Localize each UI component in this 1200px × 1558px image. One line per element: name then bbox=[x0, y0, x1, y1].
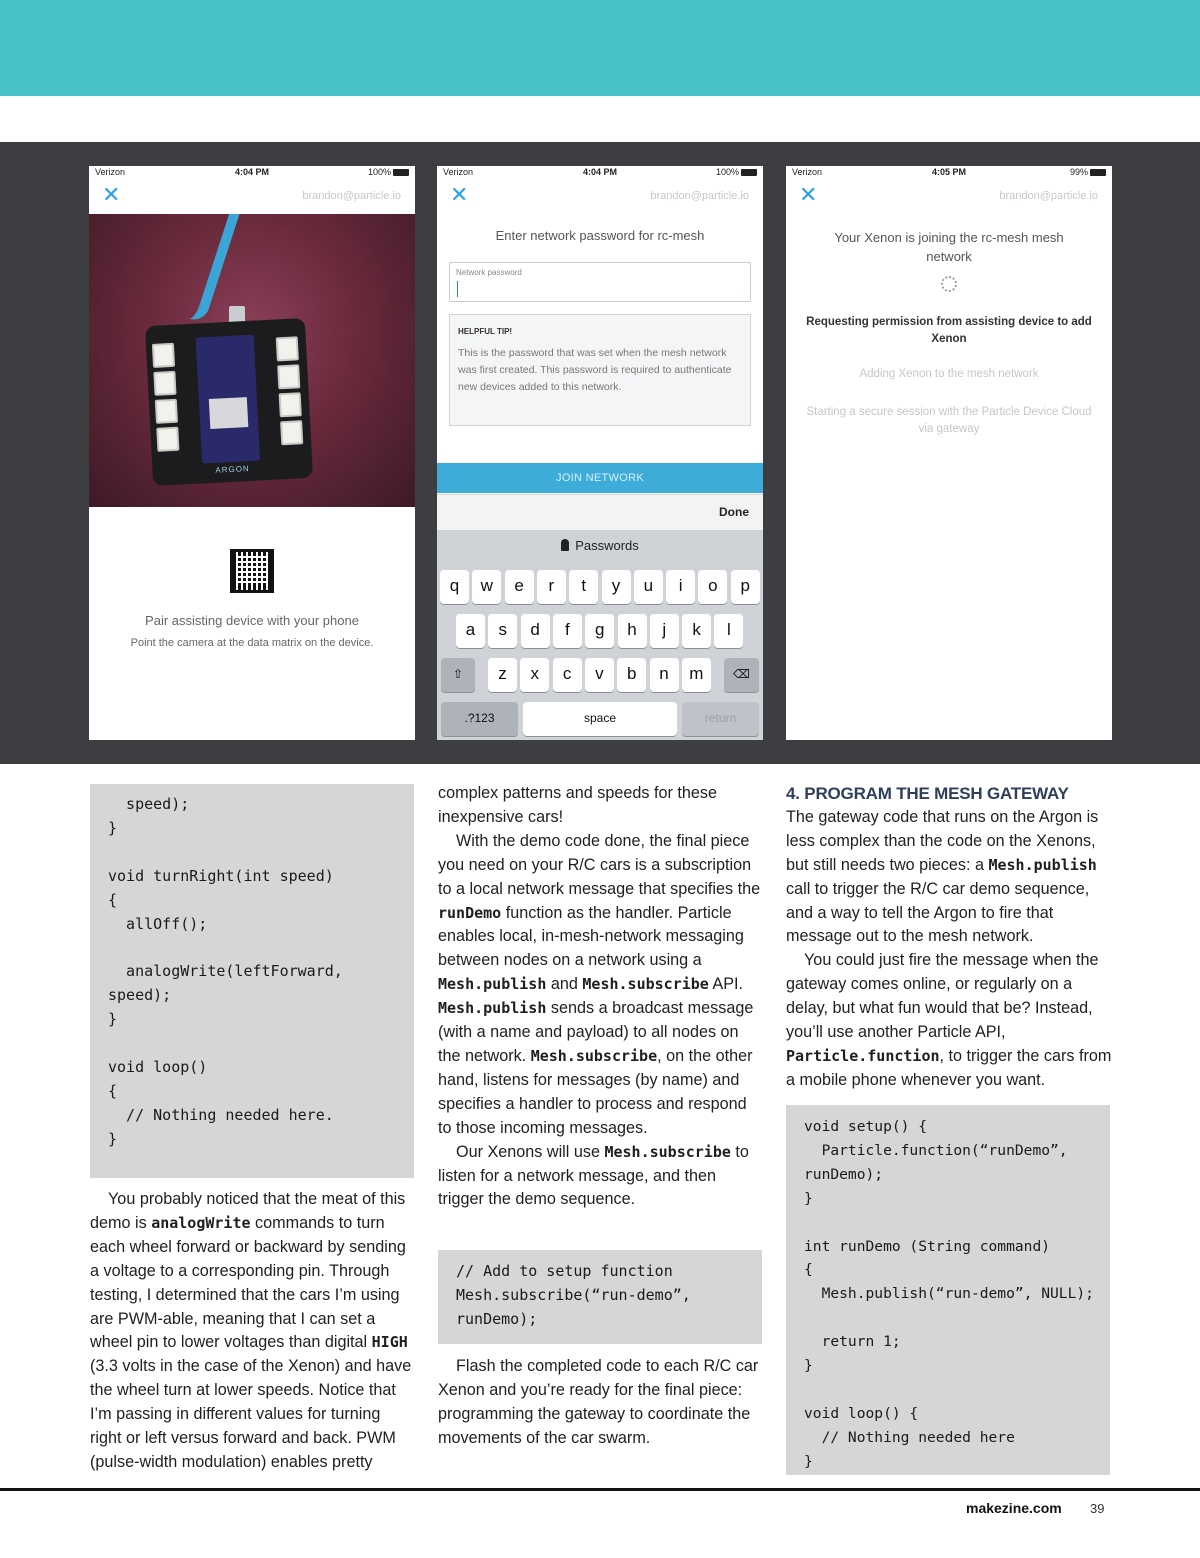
status-bar bbox=[89, 166, 415, 180]
key-s[interactable]: s bbox=[488, 614, 517, 648]
text-run: , on the other hand, listens for messages (by name) and specifies a handler to process and respond to those incoming messages. bbox=[438, 1046, 753, 1137]
text-run: commands to turn each wheel forward or backward by sending a voltage to a corresponding pin. Through testing, I determined that the cars I’m using are PWM-able, meaning that I can set a wheel pin to lower voltages than digital bbox=[90, 1213, 406, 1352]
key-r[interactable]: r bbox=[537, 570, 566, 604]
app-bar bbox=[437, 180, 763, 212]
key-d[interactable]: d bbox=[521, 614, 550, 648]
account-email: brandon@particle.io bbox=[999, 190, 1098, 202]
text-run: API. bbox=[708, 975, 744, 994]
status-time: 4:04 PM bbox=[234, 167, 269, 177]
text-caret bbox=[457, 281, 458, 297]
key-b[interactable]: b bbox=[617, 658, 646, 692]
key-i[interactable]: i bbox=[666, 570, 695, 604]
header-color-band bbox=[0, 0, 1200, 96]
return-key[interactable]: return bbox=[682, 702, 759, 736]
grove-connector bbox=[279, 392, 302, 417]
tip-title: HELPFUL TIP! bbox=[458, 327, 513, 336]
rf-shield bbox=[209, 397, 249, 429]
key-w[interactable]: w bbox=[472, 570, 501, 604]
inline-code: runDemo bbox=[438, 903, 502, 922]
key-p[interactable]: p bbox=[731, 570, 760, 604]
grove-connector bbox=[153, 371, 176, 396]
column-1-text bbox=[90, 1188, 416, 1475]
grove-connector bbox=[152, 343, 175, 368]
key-x[interactable]: x bbox=[520, 658, 549, 692]
key-j[interactable]: j bbox=[650, 614, 679, 648]
close-icon[interactable]: ✕ bbox=[102, 182, 121, 207]
battery-indicator bbox=[1070, 167, 1106, 177]
carrier-label: Verizon bbox=[792, 167, 823, 177]
status-bar bbox=[786, 166, 1112, 180]
column-2-text-end bbox=[438, 1355, 764, 1451]
text-run: With the demo code done, the final piece you need on your R/C cars is a subscription to a local network message that specifies the bbox=[438, 831, 761, 898]
inline-code: Mesh.subscribe bbox=[604, 1142, 731, 1161]
inline-code: analogWrite bbox=[151, 1213, 251, 1232]
status-time: 4:04 PM bbox=[582, 167, 617, 177]
text-run: sends a broadcast message (with a name and payload) to all nodes on the network. bbox=[438, 999, 754, 1065]
key-a[interactable]: a bbox=[456, 614, 485, 648]
text-run: to listen for a network message, and then trigger the demo sequence. bbox=[438, 1142, 749, 1209]
battery-icon bbox=[393, 169, 409, 176]
argon-board-illustration bbox=[145, 318, 313, 486]
password-suggestion[interactable] bbox=[437, 538, 763, 553]
delete-key[interactable]: ⌫ bbox=[724, 658, 759, 692]
phone-screenshot-joining bbox=[786, 166, 1112, 740]
network-password-input[interactable] bbox=[449, 262, 751, 302]
data-matrix-icon bbox=[230, 549, 274, 593]
paragraph bbox=[786, 949, 1112, 1092]
key-v[interactable]: v bbox=[585, 658, 614, 692]
text-run: call to trigger the R/C car demo sequence, and a way to tell the Argon to fire that message out to the mesh network. bbox=[786, 879, 1090, 946]
key-o[interactable]: o bbox=[698, 570, 727, 604]
key-n[interactable]: n bbox=[650, 658, 679, 692]
app-bar bbox=[89, 180, 415, 212]
join-network-button[interactable]: JOIN NETWORK bbox=[437, 463, 763, 493]
battery-percent: 99% bbox=[1069, 167, 1088, 177]
key-icon bbox=[561, 539, 569, 551]
keyboard-row-2 bbox=[437, 614, 763, 648]
carrier-label: Verizon bbox=[443, 167, 474, 177]
key-g[interactable]: g bbox=[585, 614, 614, 648]
shift-key[interactable]: ⇧ bbox=[441, 658, 475, 692]
carrier-label: Verizon bbox=[95, 167, 126, 177]
joining-heading: Your Xenon is joining the rc-mesh mesh network bbox=[834, 230, 1064, 264]
code-block-turnright: speed); } void turnRight(int speed) { allOff(); analogWrite(leftForward, speed); } void loop() { // Nothing needed here. } bbox=[90, 784, 414, 1178]
phone-screenshot-password bbox=[437, 166, 763, 740]
paragraph bbox=[438, 1141, 764, 1213]
status-time: 4:05 PM bbox=[931, 167, 966, 177]
battery-icon bbox=[741, 169, 757, 176]
battery-percent: 100% bbox=[715, 167, 739, 177]
password-field-label: Network password bbox=[456, 268, 522, 277]
inline-code: Particle.function bbox=[786, 1046, 940, 1065]
helpful-tip-box bbox=[449, 314, 751, 426]
key-q[interactable]: q bbox=[440, 570, 469, 604]
page-number: 39 bbox=[1090, 1501, 1105, 1516]
inline-code: Mesh.publish bbox=[438, 975, 547, 994]
key-e[interactable]: e bbox=[505, 570, 534, 604]
grove-connector bbox=[280, 420, 303, 445]
close-icon[interactable]: ✕ bbox=[450, 182, 469, 207]
loading-spinner-icon bbox=[941, 276, 957, 292]
inline-code: Mesh.publish bbox=[438, 999, 547, 1018]
paragraph bbox=[438, 830, 764, 1141]
inline-code: HIGH bbox=[371, 1333, 408, 1352]
grove-connector bbox=[156, 427, 179, 452]
done-button[interactable]: Done bbox=[719, 505, 749, 519]
key-m[interactable]: m bbox=[682, 658, 711, 692]
grove-connector bbox=[276, 336, 299, 361]
text-run: function as the handler. Particle enables local, in-mesh-network messaging between nodes on a network using a bbox=[438, 903, 744, 970]
key-c[interactable]: c bbox=[553, 658, 582, 692]
key-z[interactable]: z bbox=[488, 658, 517, 692]
key-k[interactable]: k bbox=[682, 614, 711, 648]
key-f[interactable]: f bbox=[553, 614, 582, 648]
status-bar bbox=[437, 166, 763, 180]
text-run: (3.3 volts in the case of the Xenon) and have the wheel turn at lower speeds. Notice that I’m passing in different values for turning right or left versus forward and back. PWM (pulse-width modulation) enables pretty bbox=[90, 1357, 412, 1471]
battery-icon bbox=[1090, 169, 1106, 176]
suggestion-label: Passwords bbox=[575, 538, 639, 553]
column-3-text bbox=[786, 782, 1112, 1093]
numbers-key[interactable]: .?123 bbox=[441, 702, 518, 736]
key-y[interactable]: y bbox=[602, 570, 631, 604]
text-run: The gateway code that runs on the Argon is less complex than the code on the Xenons, but still needs two pieces: a bbox=[786, 807, 1099, 874]
paragraph: Flash the completed code to each R/C car Xenon and you’re ready for the final piece: programming the gateway to coordinate the movements of the car swarm. bbox=[438, 1357, 759, 1447]
on-screen-keyboard bbox=[437, 530, 763, 740]
battery-indicator bbox=[716, 167, 757, 177]
space-key[interactable]: space bbox=[523, 702, 677, 736]
text-run: You could just fire the message when the gateway comes online, or regularly on a delay, but what fun would that be? Instead, you’ll use another Particle API, bbox=[786, 951, 1099, 1042]
password-heading: Enter network password for rc-mesh bbox=[495, 228, 705, 243]
inline-code: Mesh.subscribe bbox=[530, 1046, 658, 1065]
inline-code: Mesh.publish bbox=[988, 855, 1097, 874]
text-run: Our Xenons will use bbox=[456, 1142, 605, 1161]
keyboard-row-4 bbox=[437, 702, 763, 736]
key-l[interactable]: l bbox=[714, 614, 743, 648]
keyboard-accessory-bar bbox=[437, 494, 763, 530]
argon-module bbox=[196, 335, 261, 464]
grove-connector bbox=[155, 399, 178, 424]
footer-rule bbox=[0, 1488, 1200, 1491]
step-requesting-permission: Requesting permission from assisting device to add Xenon bbox=[806, 316, 1092, 345]
account-email: brandon@particle.io bbox=[650, 190, 749, 202]
text-run: You probably noticed that the meat of this demo is bbox=[90, 1190, 406, 1232]
code-block-subscribe: // Add to setup function Mesh.subscribe(“run-demo”, runDemo); bbox=[438, 1250, 762, 1344]
text-run: and bbox=[546, 975, 583, 994]
step-adding-xenon: Adding Xenon to the mesh network bbox=[859, 368, 1039, 380]
key-t[interactable]: t bbox=[569, 570, 598, 604]
inline-code: Mesh.subscribe bbox=[582, 975, 709, 994]
pair-subtitle: Point the camera at the data matrix on the device. bbox=[130, 637, 374, 649]
code-block-gateway: void setup() { Particle.function(“runDemo”, runDemo); } int runDemo (String command) { Mesh.publish(“run-demo”, NULL); return 1; } void loop() { // Nothing needed here } bbox=[786, 1105, 1110, 1475]
phone-screenshot-pairing bbox=[89, 166, 415, 740]
app-bar bbox=[786, 180, 1112, 212]
step-secure-session: Starting a secure session with the Particle Device Cloud via gateway bbox=[806, 406, 1092, 435]
tip-text: This is the password that was set when the mesh network was first created. This password is required to authenticate new devices added to this network. bbox=[458, 347, 732, 393]
grove-connector bbox=[277, 364, 300, 389]
key-u[interactable]: u bbox=[634, 570, 663, 604]
paragraph: complex patterns and speeds for these inexpensive cars! bbox=[438, 784, 717, 826]
board-label: ARGON bbox=[215, 464, 250, 475]
keyboard-row-3 bbox=[437, 658, 763, 692]
camera-viewfinder bbox=[89, 214, 415, 507]
battery-indicator bbox=[368, 167, 409, 177]
text-run: , to trigger the cars from a mobile phone whenever you want. bbox=[786, 1046, 1112, 1089]
paragraph bbox=[90, 1188, 416, 1475]
battery-percent: 100% bbox=[367, 167, 391, 177]
account-email: brandon@particle.io bbox=[302, 190, 401, 202]
footer-site-name: makezine.com bbox=[966, 1500, 1062, 1516]
section-heading: 4. PROGRAM THE MESH GATEWAY bbox=[786, 784, 1069, 803]
close-icon[interactable]: ✕ bbox=[799, 182, 818, 207]
key-h[interactable]: h bbox=[618, 614, 647, 648]
pair-title: Pair assisting device with your phone bbox=[145, 613, 359, 628]
keyboard-row-1 bbox=[437, 570, 763, 604]
paragraph bbox=[786, 806, 1112, 949]
column-2-text bbox=[438, 782, 764, 1212]
